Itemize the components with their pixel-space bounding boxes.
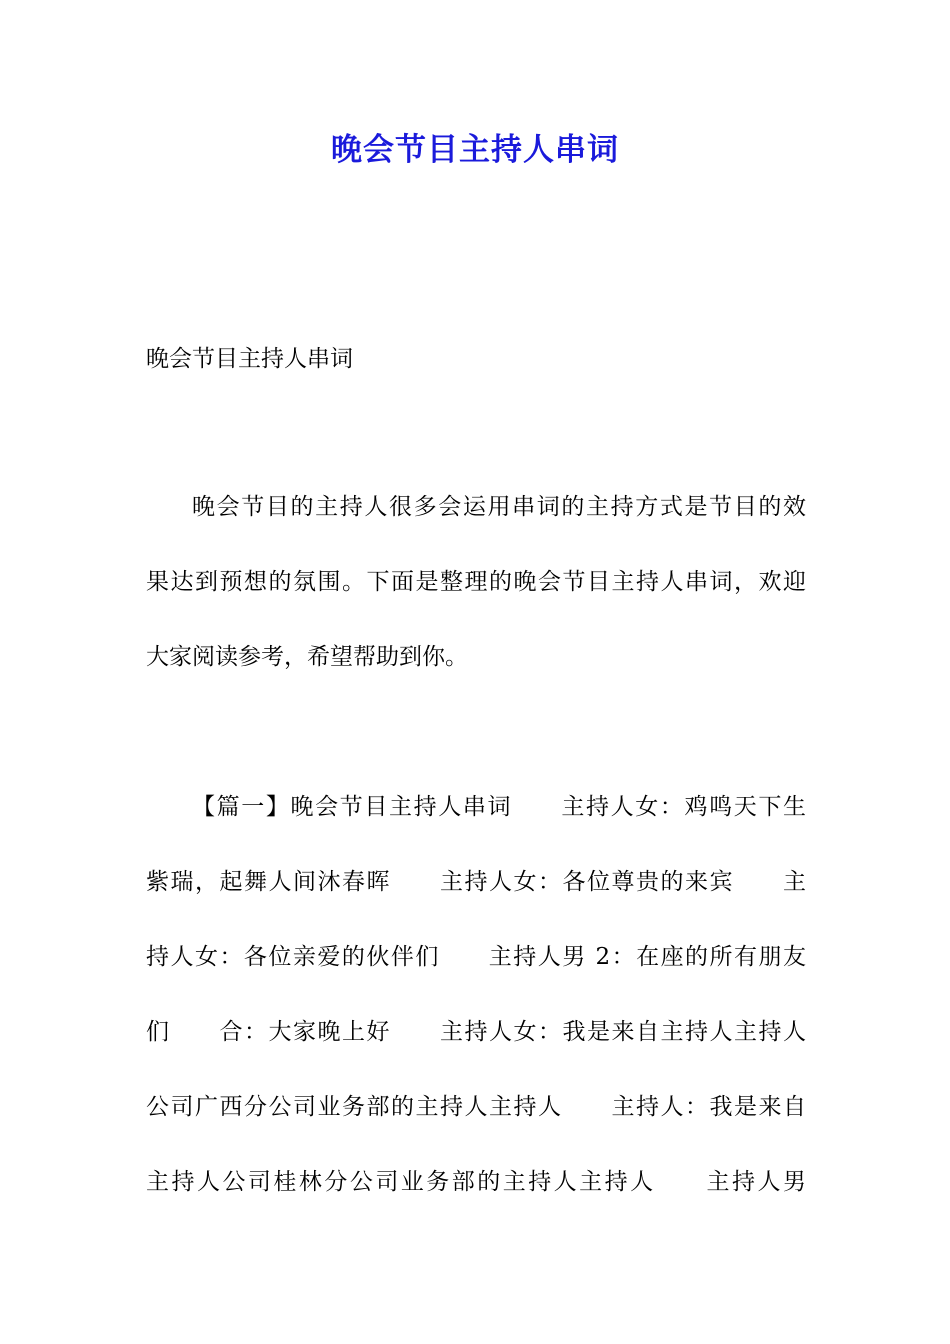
body-line: 【篇一】晚会节目主持人串词 主持人女：鸡鸣天下生 <box>192 794 806 820</box>
document-title: 晚会节目主持人串词 <box>331 132 619 168</box>
body-line: 紫瑞，起舞人间沐春晖 主持人女：各位尊贵的来宾 主 <box>146 869 806 895</box>
intro-paragraph <box>146 490 806 715</box>
body-line: 们 合：大家晚上好 主持人女：我是来自主持人主持人 <box>146 1019 806 1045</box>
intro-line: 果达到预想的氛围。下面是整理的晚会节目主持人串词，欢迎 <box>146 569 806 595</box>
document-subtitle: 晚会节目主持人串词 <box>146 346 353 372</box>
intro-line: 大家阅读参考，希望帮助到你。 <box>146 644 468 670</box>
body-paragraph <box>146 790 806 1240</box>
body-line: 主持人公司桂林分公司业务部的主持人主持人 主持人男 <box>146 1169 806 1195</box>
body-line: 公司广西分公司业务部的主持人主持人 主持人：我是来自 <box>146 1094 806 1120</box>
intro-line: 晚会节目的主持人很多会运用串词的主持方式是节目的效 <box>192 494 806 520</box>
body-line: 持人女：各位亲爱的伙伴们 主持人男 2：在座的所有朋友 <box>146 944 806 970</box>
